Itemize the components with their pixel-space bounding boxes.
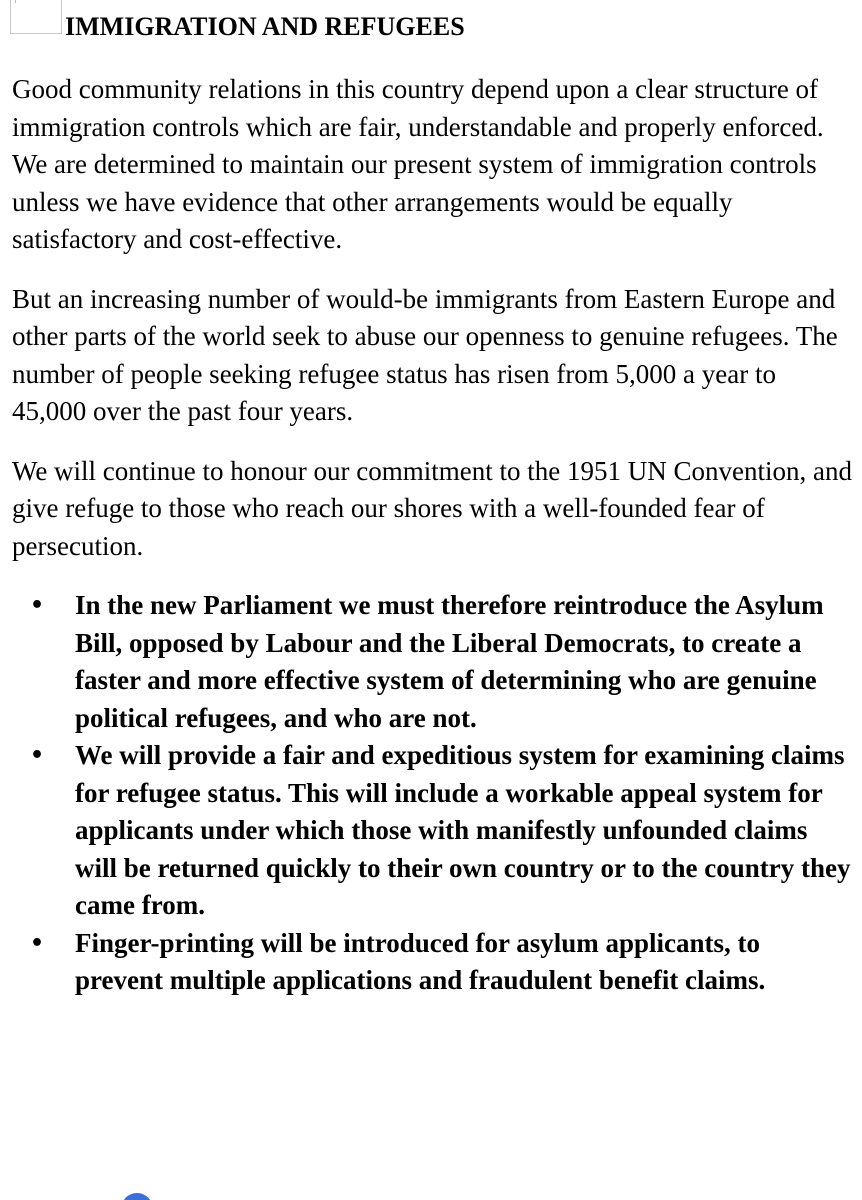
- document-body: [12, 71, 852, 1000]
- broken-image-icon: [10, 0, 62, 34]
- paragraph-un-convention: We will continue to honour our commitment to the 1951 UN Convention, and give refuge to those who reach our shores with a well-founded fear of persecution.: [12, 455, 852, 561]
- list-item: [12, 587, 852, 737]
- bullet-dot-icon: •: [30, 930, 45, 956]
- bullet-text: Finger-printing will be introduced for asylum applicants, to prevent multiple applications and fraudulent benefit claims.: [75, 927, 766, 995]
- bullet-text: In the new Parliament we must therefore reintroduce the Asylum Bill, opposed by Labour and the Liberal Democrats, to create a faster and more effective system of determining who are genuine political refugees, and who are not.: [75, 590, 824, 733]
- bullet-dot-icon: •: [30, 593, 45, 618]
- list-item: [12, 737, 852, 925]
- paragraph-refugee-abuse: But an increasing number of would-be immigrants from Eastern Europe and other parts of the world seek to abuse our openness to genuine refugees. The number of people seeking refugee status has risen from 5,000 a year to 45,000 over the past four years.: [12, 283, 838, 426]
- bullet-dot-icon: •: [30, 743, 45, 768]
- bullet-text: We will provide a fair and expeditious system for examining claims for refugee status. This will include a workable appeal system for applicants under which those with manifestly unfounded claims will be returned quickly to their own country or to the country they came from.: [75, 740, 851, 920]
- floating-action-indicator[interactable]: [121, 1193, 153, 1200]
- section-heading: IMMIGRATION AND REFUGEES: [65, 12, 465, 41]
- policy-bullet-list: [12, 587, 852, 1000]
- paragraph-immigration-controls: Good community relations in this country depend upon a clear structure of immigration controls which are fair, understandable and properly enforced. We are determined to maintain our present system of immigration controls unless we have evidence that other arrangements would be equally satisfactory and cost-effective.: [12, 74, 824, 254]
- list-item: [12, 925, 852, 1000]
